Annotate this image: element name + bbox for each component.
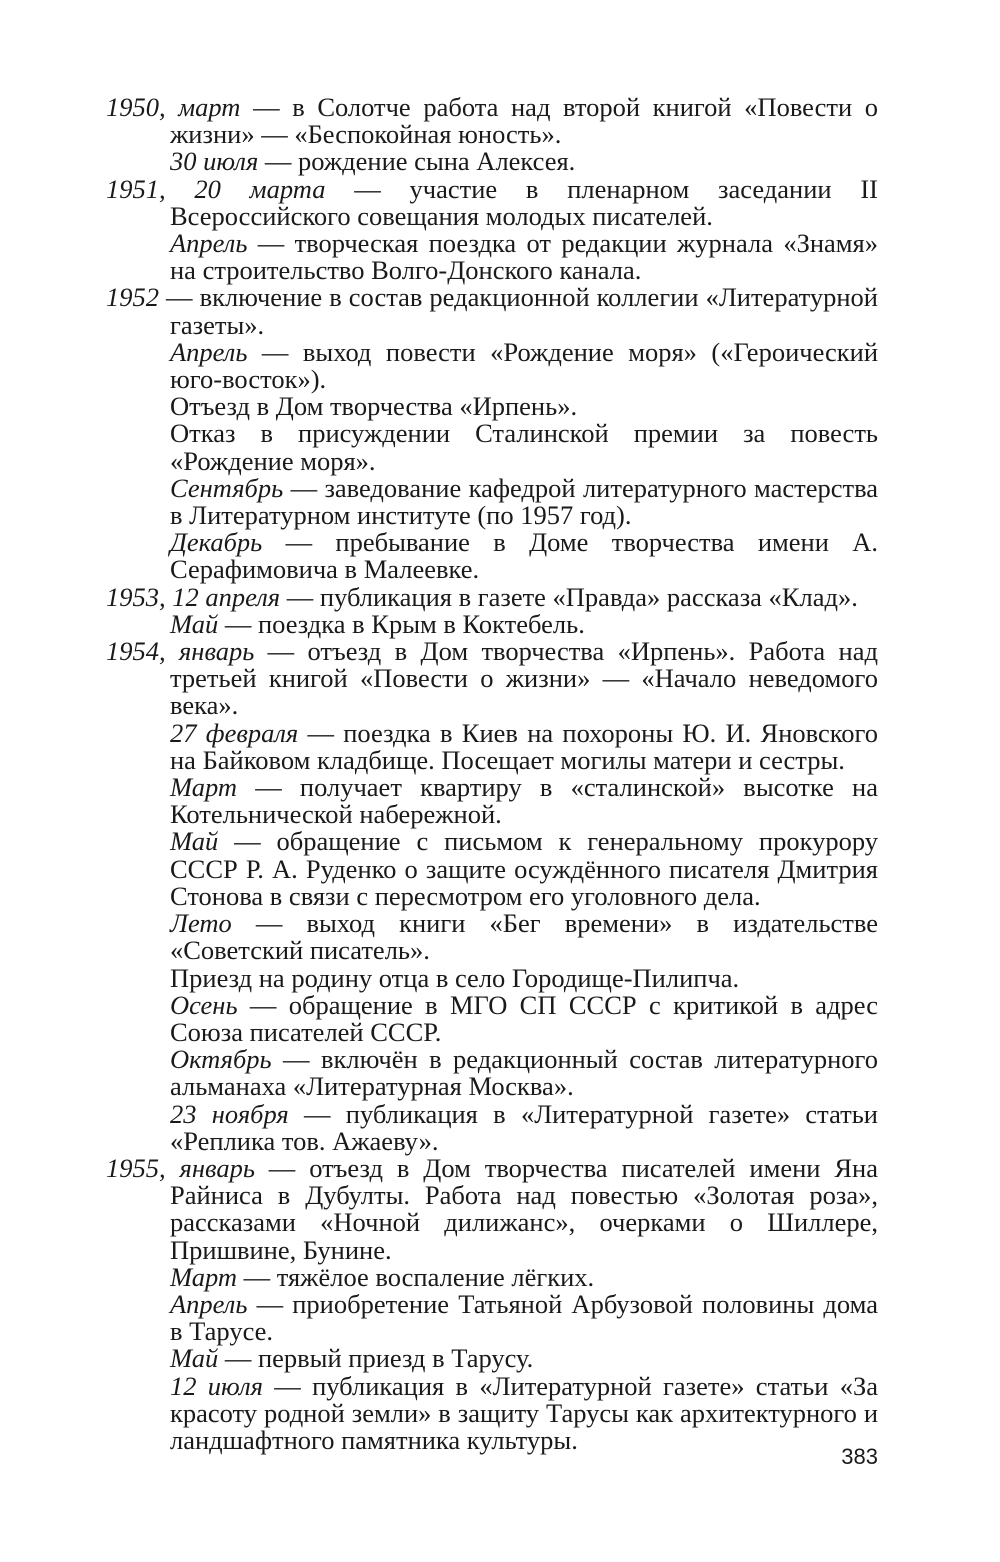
entry-date: 27 февраля [170,717,299,748]
entry-text: — получает квартиру в «сталинской» высотке на Котельнической набережной. [170,772,878,830]
entry-text: — участие в пленарном заседании II Всероссийского совещания молодых писателей. [170,173,878,231]
entry-text: — приобретение Татьяной Арбузовой половины дома в Тарусе. [170,1288,878,1347]
entry-text: Отказ в присуждении Сталинской премии за повесть «Рождение моря». [170,418,878,476]
entry-date: Апрель [170,1288,248,1319]
entry-date: Апрель [170,228,248,259]
entry-date: Март [170,772,237,803]
entry-text: — публикация в газете «Правда» рассказа «Клад». [280,581,858,612]
entry-1955-may [106,1345,878,1372]
entry-text: — выход книги «Бег времени» в издательстве «Советский писатель». [170,908,878,966]
entry-text: Отъезд в Дом творчества «Ирпень». [170,391,578,422]
entry-1955-july [106,1370,878,1455]
entry-text: — тяжёлое воспаление лёгких. [237,1261,595,1292]
entry-text: — публикация в «Литературной газете» статьи «За красоту родной земли» в защиту Тарусы как архитектурного и ландшафтного памятника культуры. [170,1370,878,1455]
entry-text: — первый приезд в Тарусу. [218,1343,534,1374]
entry-date: Лето [170,908,232,939]
entry-date: 1954, январь [106,636,255,667]
entry-text: — выход повести «Рождение моря» («Героический юго-восток»). [170,336,878,395]
entry-1954-may [106,828,878,910]
entry-1954-january [106,638,878,720]
entry-text: — обращение в МГО СП СССР с критикой в адрес Союза писателей СССР. [170,989,878,1047]
entry-text: — включён в редакционный состав литературного альманаха «Литературная Москва». [170,1044,878,1102]
entry-1950-july [106,148,878,175]
entry-date: Май [170,1343,219,1374]
entry-date: 1953, 12 апреля [106,581,281,612]
entry-date: 12 июля [170,1370,263,1401]
entry-1952-irpen [106,393,878,420]
entry-text: — поездка в Крым в Коктебель. [218,608,585,639]
entry-text: — пребывание в Доме творчества имени А. Серафимовича в Малеевке. [170,527,878,585]
entry-date: Май [170,826,219,857]
entry-date: 23 ноября [170,1098,289,1129]
entry-date: Сентябрь [170,472,284,503]
entry-text: — рождение сына Алексея. [258,146,576,177]
entry-1954-homeland [106,962,878,993]
entry-date: 1955, январь [106,1152,255,1183]
entry-text: Приезд на родину отца в село Городище-Пилипча. [170,962,740,993]
entry-1954-march [106,774,878,828]
entry-text: — обращение с письмом к генеральному прокурору СССР Р. А. Руденко о защите осуждённого писателя Дмитрия Стонова в связи с пересмотром его уголовного дела. [170,826,878,911]
entry-text: — творческая поездка от редакции журнала «Знамя» на строительство Волго-Донского канала. [170,228,878,286]
entry-1955-april [106,1288,878,1347]
entry-text: — публикация в «Литературной газете» статьи «Реплика тов. Ажаеву». [170,1098,878,1156]
entry-date: 1952 [106,282,159,313]
entry-1953-april [106,581,878,612]
entry-1955-march [106,1261,878,1292]
entry-text: — поездка в Киев на похороны Ю. И. Яновского на Байковом кладбище. Посещает могилы матери и сестры. [170,717,878,775]
entry-text: — отъезд в Дом творчества писателей имени Яна Райниса в Дубулты. Работа над повестью «Золотая роза», рассказами «Ночной дилижанс», очерками о Шиллере, Пришвине, Бунине. [170,1152,878,1265]
entry-date: Апрель [170,336,248,367]
entry-text: — включение в состав редакционной коллегии «Литературной газеты». [159,282,878,340]
entry-1954-february [106,717,878,775]
entry-1954-summer [106,910,878,964]
entry-1952-prize [106,420,878,474]
entry-1954-october [106,1046,878,1100]
entry-1953-may [106,608,878,639]
entry-date: Декабрь [170,527,263,558]
entry-text: — заведование кафедрой литературного мастерства в Литературном институте (по 1957 год). [170,472,878,531]
entry-date: Октябрь [170,1044,272,1075]
entry-1951-april [106,230,878,284]
entry-date: 1951, 20 марта [106,173,326,204]
entry-date: Март [170,1261,237,1292]
entry-text: — в Солотче работа над второй книгой «Повести о жизни» — «Беспокойная юность». [170,92,878,150]
chronology-list [106,94,878,1454]
entry-1952 [106,284,878,338]
entry-1951-march [106,173,878,231]
entry-date: 30 июля [170,146,259,177]
entry-1952-december [106,529,878,583]
entry-1952-september [106,472,878,531]
entry-date: Май [170,608,219,639]
entry-date: Осень [170,989,238,1020]
entry-text: — отъезд в Дом творчества «Ирпень». Работа над третьей книгой «Повести о жизни» — «Начало неведомого века». [170,636,878,721]
entry-1952-april [106,336,878,395]
page-number: 383 [841,1444,878,1469]
entry-1950-march [106,94,878,148]
entry-1954-november [106,1098,878,1156]
entry-date: 1950, март [106,92,241,122]
entry-1955-january [106,1152,878,1265]
entry-1954-autumn [106,989,878,1047]
